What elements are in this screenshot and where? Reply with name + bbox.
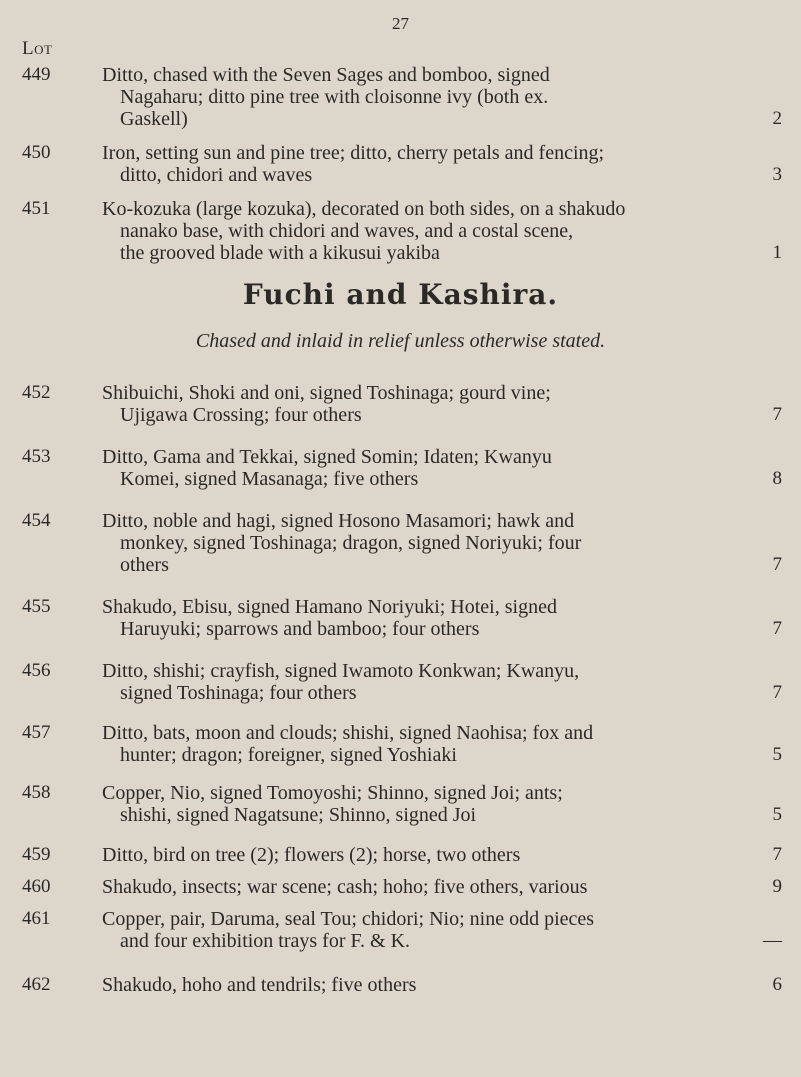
description-line: nanako base, with chidori and waves, and a costal scene, <box>120 220 574 242</box>
lot-description <box>102 198 692 264</box>
lot-column-header: Lot <box>22 38 53 59</box>
lot-description <box>102 722 692 766</box>
lot-description <box>102 510 692 576</box>
description-line: Ditto, chased with the Seven Sages and bomboo, signed <box>102 64 550 86</box>
lot-number: 458 <box>22 782 51 803</box>
lot-quantity: 9 <box>772 876 782 897</box>
lot-number: 456 <box>22 660 51 681</box>
description-line: Iron, setting sun and pine tree; ditto, cherry petals and fencing; <box>102 142 605 164</box>
description-line: signed Toshinaga; four others <box>120 682 357 704</box>
lot-number: 451 <box>22 198 51 219</box>
lot-quantity: 7 <box>772 682 782 703</box>
lot-number: 452 <box>22 382 51 403</box>
lot-number: 453 <box>22 446 51 467</box>
description-line: Copper, Nio, signed Tomoyoshi; Shinno, signed Joi; ants; <box>102 782 563 804</box>
lot-description <box>102 908 692 952</box>
lot-number: 454 <box>22 510 51 531</box>
description-line: Shibuichi, Shoki and oni, signed Toshinaga; gourd vine; <box>102 382 551 404</box>
description-line: Shakudo, hoho and tendrils; five others <box>102 974 417 996</box>
lot-description <box>102 64 692 130</box>
lot-quantity: 7 <box>772 618 782 639</box>
lot-description <box>102 876 692 898</box>
description-line: Copper, pair, Daruma, seal Tou; chidori; Nio; nine odd pieces <box>102 908 595 930</box>
lot-description <box>102 446 692 490</box>
description-line: Ditto, bats, moon and clouds; shishi, signed Naohisa; fox and <box>102 722 594 744</box>
description-line: Ditto, Gama and Tekkai, signed Somin; Idaten; Kwanyu <box>102 446 552 468</box>
section-title: Fuchi and Kashira. <box>242 278 559 311</box>
description-line: Ditto, noble and hagi, signed Hosono Masamori; hawk and <box>102 510 575 532</box>
lot-number: 459 <box>22 844 51 865</box>
description-line: shishi, signed Nagatsune; Shinno, signed Joi <box>120 804 477 826</box>
lot-description <box>102 974 692 996</box>
lot-description <box>102 142 692 186</box>
lot-number: 461 <box>22 908 51 929</box>
lot-description <box>102 382 692 426</box>
description-line: Ujigawa Crossing; four others <box>120 404 362 426</box>
lot-description <box>102 844 692 866</box>
lot-description <box>102 596 692 640</box>
description-line: the grooved blade with a kikusui yakiba <box>120 242 440 264</box>
description-line: monkey, signed Toshinaga; dragon, signed Noriyuki; four <box>120 532 582 554</box>
lot-number: 460 <box>22 876 51 897</box>
lot-quantity: — <box>763 930 782 951</box>
description-line: and four exhibition trays for F. & K. <box>120 930 411 952</box>
lot-quantity: 7 <box>772 554 782 575</box>
lot-description <box>102 660 692 704</box>
description-line: Ko-kozuka (large kozuka), decorated on both sides, on a shakudo <box>102 198 626 220</box>
lot-quantity: 6 <box>772 974 782 995</box>
description-line: Ditto, bird on tree (2); flowers (2); horse, two others <box>102 844 521 866</box>
description-line: Shakudo, Ebisu, signed Hamano Noriyuki; Hotei, signed <box>102 596 557 618</box>
lot-number: 455 <box>22 596 51 617</box>
description-line: Komei, signed Masanaga; five others <box>120 468 419 490</box>
lot-quantity: 7 <box>772 844 782 865</box>
description-line: ditto, chidori and waves <box>120 164 313 186</box>
description-line: Haruyuki; sparrows and bamboo; four others <box>120 618 480 640</box>
lot-number: 449 <box>22 64 51 85</box>
description-line: Gaskell) <box>120 108 188 130</box>
lot-quantity: 1 <box>772 242 782 263</box>
lot-quantity: 5 <box>772 804 782 825</box>
description-line: others <box>120 554 169 576</box>
lot-quantity: 3 <box>772 164 782 185</box>
lot-quantity: 8 <box>772 468 782 489</box>
page-number: 27 <box>392 14 409 33</box>
lot-description <box>102 782 692 826</box>
section-note: Chased and inlaid in relief unless otherwise stated. <box>195 330 606 352</box>
lot-quantity: 7 <box>772 404 782 425</box>
description-line: Ditto, shishi; crayfish, signed Iwamoto Konkwan; Kwanyu, <box>102 660 580 682</box>
lot-quantity: 2 <box>772 108 782 129</box>
lot-number: 450 <box>22 142 51 163</box>
lot-quantity: 5 <box>772 744 782 765</box>
lot-number: 457 <box>22 722 51 743</box>
description-line: Nagaharu; ditto pine tree with cloisonne ivy (both ex. <box>120 86 549 108</box>
description-line: Shakudo, insects; war scene; cash; hoho; five others, various <box>102 876 588 898</box>
description-line: hunter; dragon; foreigner, signed Yoshiaki <box>120 744 457 766</box>
lot-number: 462 <box>22 974 51 995</box>
